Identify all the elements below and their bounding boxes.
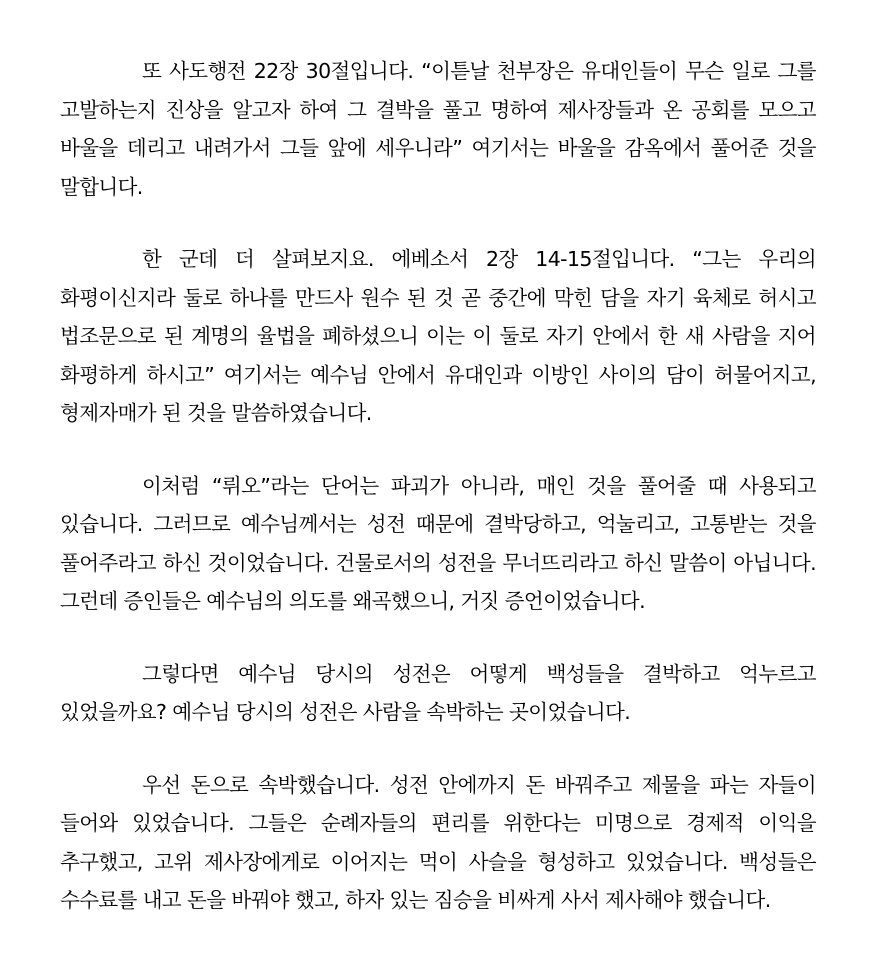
paragraph-luo-meaning: 이처럼 “뤼오”라는 단어는 파괴가 아니라, 매인 것을 풀어줄 때 사용되고 있습니다. 그러므로 예수님께서는 성전 때문에 결박당하고, 억눌리고, 고통받는 것을 풀어주라고 하신 것이었습니다. 건물로서의 성전을 무너뜨리라고 하신 말씀이 아닙니다. 그런데 증인들은 예수님의 의도를 왜곡했으니, 거짓 증언이었습니다. [60, 473, 816, 613]
paragraph-temple-question: 그렇다면 예수님 당시의 성전은 어떻게 백성들을 결박하고 억누르고 있었을까요? 예수님 당시의 성전은 사람을 속박하는 곳이었습니다. [60, 661, 816, 724]
paragraph-money-bondage: 우선 돈으로 속박했습니다. 성전 안에까지 돈 바꿔주고 제물을 파는 자들이 들어와 있었습니다. 그들은 순례자들의 편리를 위한다는 미명으로 경제적 이익을 추구했고, 고위 제사장에게로 이어지는 먹이 사슬을 형성하고 있었습니다. 백성들은 수수료를 내고 돈을 바꿔야 했고, 하자 있는 짐승을 비싸게 사서 제사해야 했습니다. [60, 772, 816, 912]
paragraph-acts-22-30: 또 사도행전 22장 30절입니다. “이튿날 천부장은 유대인들이 무슨 일로 그를 고발하는지 진상을 알고자 하여 그 결박을 풀고 명하여 제사장들과 온 공회를 모으고 바울을 데리고 내려가서 그들 앞에 세우니라” 여기서는 바울을 감옥에서 풀어준 것을 말합니다. [60, 59, 816, 199]
paragraph-ephesians-2-14: 한 군데 더 살펴보지요. 에베소서 2장 14-15절입니다. “그는 우리의 화평이신지라 둘로 하나를 만드사 원수 된 것 곧 중간에 막힌 담을 자기 육체로 허시고 법조문으로 된 계명의 율법을 폐하셨으니 이는 이 둘로 자기 안에서 한 새 사람을 지어 화평하게 하시고” 여기서는 예수님 안에서 유대인과 이방인 사이의 담이 허물어지고, 형제자매가 된 것을 말씀하였습니다. [60, 247, 816, 425]
document-page [60, 52, 816, 920]
